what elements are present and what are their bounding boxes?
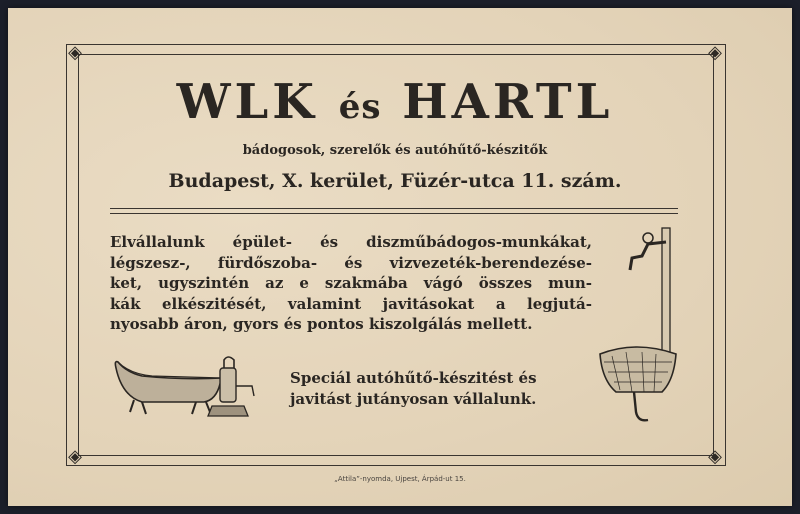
- services-line: nyosabb áron, gyors és pontos kiszolgálás mellett.: [110, 315, 533, 333]
- services-paragraph: [110, 232, 592, 335]
- corner-ornament-icon: ◈: [68, 446, 82, 467]
- company-name: [78, 74, 712, 130]
- bathtub-icon: [112, 356, 262, 422]
- special-offer-paragraph: [290, 368, 590, 409]
- services-line: Elvállalunk épület- és diszműbádogos-munkákat,: [110, 233, 592, 251]
- wall-faucet-basin-icon: [592, 222, 682, 428]
- printer-imprint: „Attila”-nyomda, Ujpest, Árpád-ut 15.: [334, 475, 466, 483]
- company-name-and: és: [338, 87, 382, 127]
- special-line: Speciál autóhűtő-készitést és: [290, 369, 537, 387]
- double-rule-divider: [110, 208, 678, 214]
- company-address: Budapest, X. kerület, Füzér-utca 11. szám.: [168, 170, 622, 192]
- company-subtitle: bádogosok, szerelők és autóhűtő-készitők: [242, 143, 548, 158]
- services-line: ket, ugyszintén az e szakmába vágó összes mun-: [110, 274, 592, 292]
- company-name-part2: HARTL: [402, 74, 614, 130]
- services-line: kák elkészitését, valamint javitásokat a legjutá-: [110, 294, 592, 313]
- corner-ornament-icon: ◈: [708, 446, 722, 467]
- special-line: javitást jutányosan vállalunk.: [290, 389, 537, 408]
- corner-ornament-icon: ◈: [708, 42, 722, 63]
- corner-ornament-icon: ◈: [68, 42, 82, 63]
- company-name-part1: WLK: [176, 74, 319, 130]
- services-line: légszesz-, fürdőszoba- és vizvezeték-berendezése-: [110, 253, 592, 272]
